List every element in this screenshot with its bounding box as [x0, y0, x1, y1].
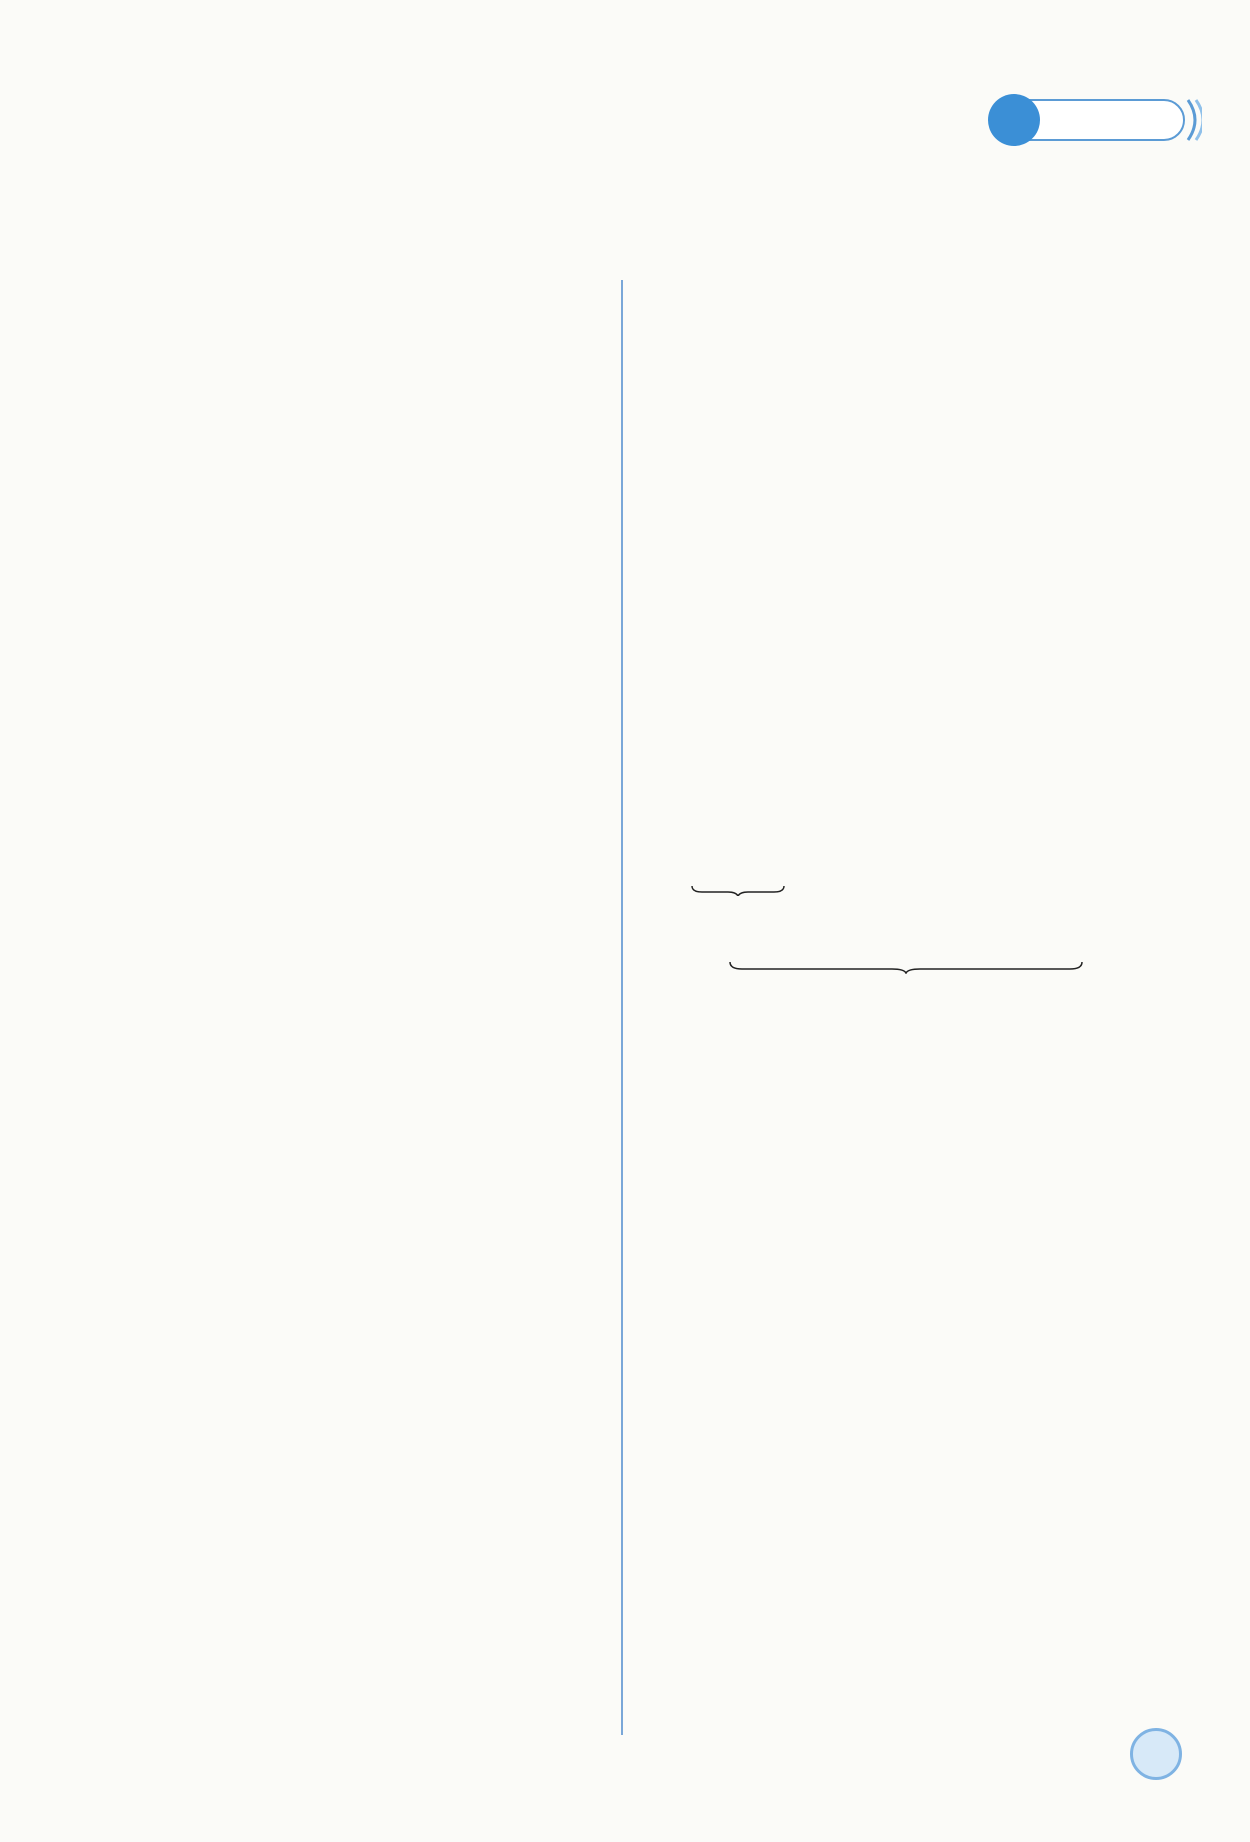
column-divider: [621, 280, 623, 1735]
r3-brace: [690, 884, 786, 896]
page-number-badge: [1130, 1728, 1182, 1780]
r4-brace: [728, 960, 1084, 974]
header-badge: [976, 92, 1202, 148]
